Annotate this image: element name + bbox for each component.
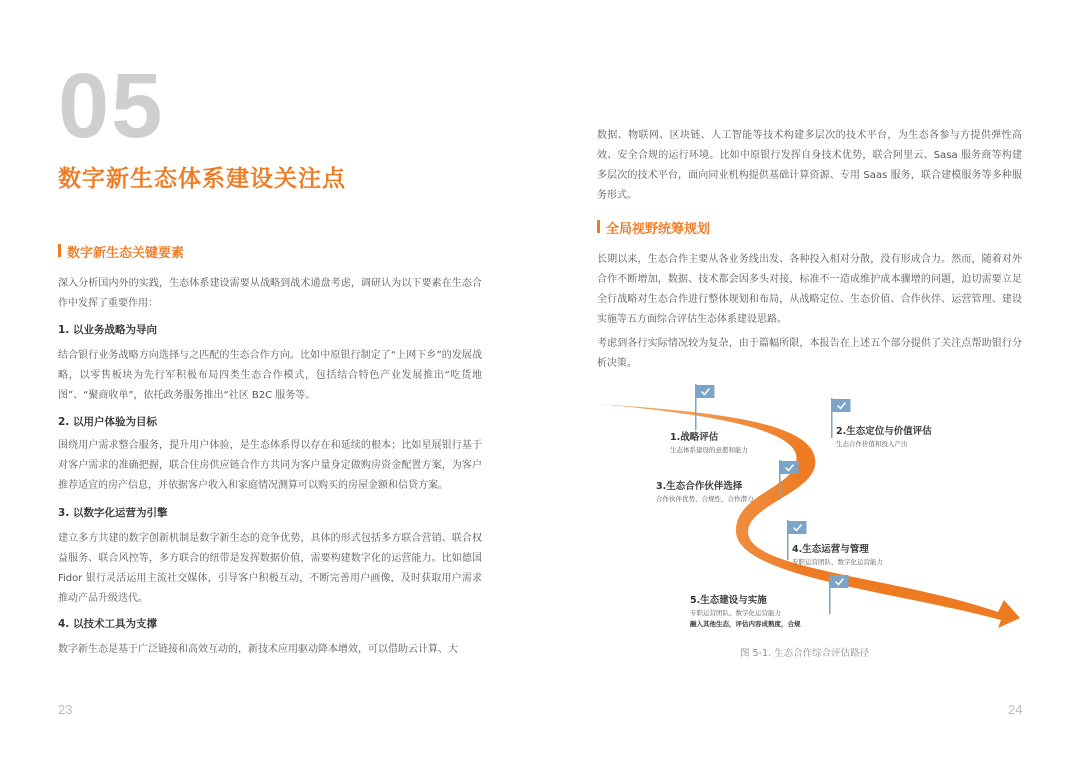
step-positioning <box>836 423 932 448</box>
planning-paragraph: 长期以来，生态合作主要从各业务线出发、各种投入相对分散，没有形成合力。然而，随着对外合作不断增加，数据、技术都会因多头对接，标准不一造成维护成本骤增的问题，迫切需要立足全行战略对生态合作进行整体规划和布局，从战略定位、生态价值、合作伙伴、运营管理、建设实施等五方面综合评估生态体系建设思路。 <box>597 254 1022 325</box>
evaluation-path-figure <box>598 392 1028 642</box>
item-text: 数字新生态是基于广泛链接和高效互动的，新技术应用驱动降本增效，可以借助云计算、大 <box>58 644 458 655</box>
item-heading: 4. 以技术工具为支撑 <box>58 618 157 630</box>
page-number-left: 23 <box>58 702 73 717</box>
step-desc: 生态合作价值和投入产出 <box>836 440 908 448</box>
chapter-title: 数字新生态体系建设关注点 <box>58 166 346 192</box>
step-implementation <box>690 592 801 628</box>
step-title: 3.生态合作伙伴选择 <box>656 481 743 492</box>
step-partner <box>656 478 754 503</box>
step-desc: 专职运营团队、数字化运营能力 <box>690 609 781 617</box>
continuation-paragraph: 数据、物联网、区块链、人工智能等技术构建多层次的技术平台，为生态各参与方提供弹性高效、安全合规的运行环境。比如中原银行发挥自身技术优势，联合阿里云、Sasa 服务商等构建多层次的技术平台，面向同业机构提供基础计算资源、专用 Saas 服务，联合建模服务等多种服务形式。 <box>597 130 1022 201</box>
step-desc: 生态体系建设的意愿和能力 <box>670 446 748 454</box>
step-desc: 合作伙伴优势、合规性、合作潜力 <box>656 495 754 503</box>
step-title: 5.生态建设与实施 <box>690 595 767 606</box>
page-number-right: 24 <box>1008 702 1023 717</box>
step-operation <box>792 541 883 566</box>
item-heading: 3. 以数字化运营为引擎 <box>58 507 168 519</box>
item-text: 结合银行业务战略方向选择与之匹配的生态合作方向。比如中原银行制定了“上网下乡”的发展战略，以零售板块为先行军积极布局四类生态合作模式，包括结合特色产业发展推出“吃货地图”、“聚商收单”，依托政务服务推出“社区 B2C 服务等。 <box>58 350 482 401</box>
figure-caption: 图 5-1. 生态合作综合评估路径 <box>740 648 870 659</box>
step-strategy <box>670 429 748 454</box>
section-title: 全局视野统筹规划 <box>597 218 710 237</box>
item-heading: 1. 以业务战略为导向 <box>58 324 157 336</box>
intro-paragraph: 深入分析国内外的实践，生态体系建设需要从战略到战术通盘考虑，调研认为以下要素在生态合作中发挥了重要作用： <box>58 278 482 309</box>
road-graphic <box>598 392 1028 642</box>
chapter-number: 05 <box>58 55 165 157</box>
road-path <box>598 404 1020 628</box>
item-text: 建立多方共建的数字创新机制是数字新生态的竞争优势，具体的形式包括多方联合营销、联合权益服务、联合风控等，多方联合的纽带是发挥数据价值，需要构建数字化的运营能力。比如德国 Fidor 银行灵活运用主流社交媒体，引导客户积极互动，不断完善用户画像，及时获取用户需求推动产品升级迭代。 <box>58 533 482 604</box>
note-paragraph: 考虑到各行实际情况较为复杂，由于篇幅所限，本报告在上述五个部分提供了关注点帮助银行分析决策。 <box>597 338 1022 369</box>
step-title: 2.生态定位与价值评估 <box>836 426 932 437</box>
step-desc-extra: 融入其他生态，评估内容成熟度，合规 <box>690 620 801 628</box>
section-title: 数字新生态关键要素 <box>58 242 184 261</box>
step-desc: 专职运营团队、数字化运营能力 <box>792 558 883 566</box>
step-title: 4.生态运营与管理 <box>792 544 869 555</box>
item-heading: 2. 以用户体验为目标 <box>58 416 157 428</box>
item-text: 围绕用户需求整合服务，提升用户体验，是生态体系得以存在和延续的根本；比如星展银行基于对客户需求的准确把握，联合住房供应链合作方共同为客户量身定做购房资金配置方案，为客户推荐适宜的房产信息，并依据客户收入和家庭情况测算可以购买的房屋金额和信贷方案。 <box>58 440 482 491</box>
step-title: 1.战略评估 <box>670 432 719 443</box>
